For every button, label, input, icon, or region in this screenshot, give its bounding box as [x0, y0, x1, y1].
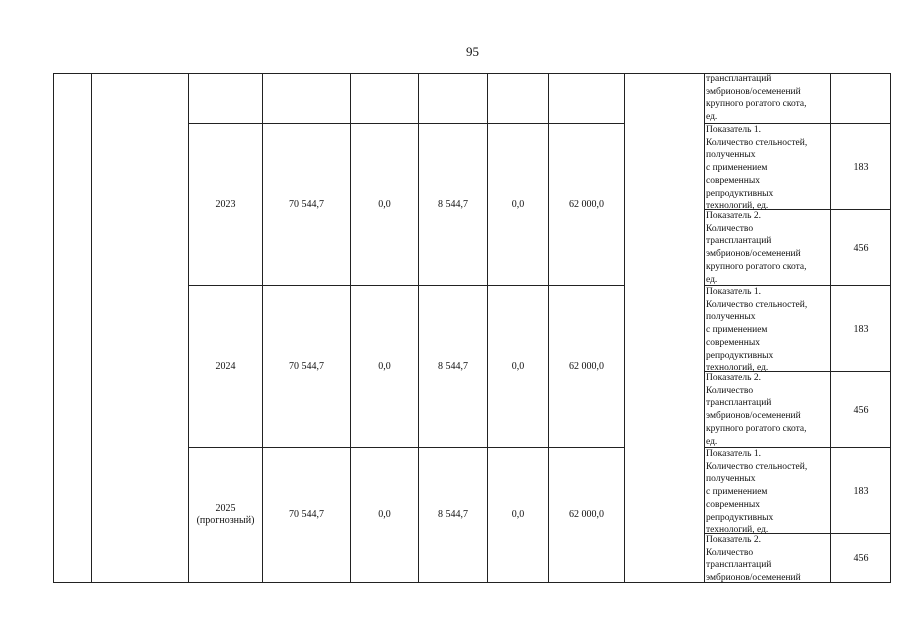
- total-cell: 70 544,7: [289, 509, 324, 520]
- indicator-value: 456: [853, 242, 869, 254]
- continued-indicator-text: трансплантаций эмбрионов/осеменений крупного рогатого скота, ед.: [706, 74, 807, 123]
- column-line: [91, 73, 92, 583]
- indicator-text: Показатель 1. Количество стельностей, полученных с применением современных репродуктивных технологий, ед.: [706, 125, 808, 210]
- local-cell: 0,0: [511, 198, 525, 210]
- local-cell: 0,0: [511, 360, 525, 372]
- regional-cell: 8 544,7: [438, 198, 468, 210]
- indicator-text: Показатель 1. Количество стельностей, полученных с применением современных репродуктивных технологий, ед.: [706, 287, 808, 372]
- year-label: 2025: [215, 503, 236, 514]
- federal-cell: 0,0: [378, 509, 391, 520]
- column-line: [704, 73, 705, 583]
- indicator-text: Показатель 2. Количество трансплантаций эмбрионов/осеменений: [706, 535, 801, 582]
- page-number: 95: [466, 44, 479, 59]
- other-cell: 62 000,0: [569, 360, 604, 372]
- other-cell: 62 000,0: [569, 509, 604, 520]
- indicator-value: 183: [853, 161, 869, 173]
- year-cell: [189, 448, 262, 582]
- indicator-text: Показатель 1. Количество стельностей, полученных с применением современных репродуктивных технологий, ед.: [706, 449, 808, 534]
- federal-cell: 0,0: [378, 360, 391, 372]
- regional-cell: 8 544,7: [438, 509, 468, 520]
- indicator-text: Показатель 2. Количество трансплантаций эмбрионов/осеменений крупного рогатого скота, ед.: [706, 211, 807, 285]
- indicator-value: 183: [853, 323, 869, 335]
- indicator-value: 456: [853, 552, 869, 564]
- federal-cell: 0,0: [378, 198, 391, 210]
- indicator-text: Показатель 2. Количество трансплантаций эмбрионов/осеменений крупного рогатого скота, ед.: [706, 373, 807, 447]
- column-line: [624, 73, 625, 583]
- column-line: [53, 73, 54, 583]
- regional-cell: 8 544,7: [438, 360, 468, 372]
- total-cell: 70 544,7: [289, 198, 324, 210]
- indicator-value: 456: [853, 404, 869, 416]
- year-cell: 2023: [215, 198, 236, 210]
- year-note: (прогнозный): [196, 515, 255, 526]
- year-cell: 2024: [215, 360, 236, 372]
- local-cell: 0,0: [511, 509, 525, 520]
- table-bottom-border: [53, 582, 891, 583]
- indicator-value: 183: [853, 485, 869, 497]
- total-cell: 70 544,7: [289, 360, 324, 372]
- other-cell: 62 000,0: [569, 198, 604, 210]
